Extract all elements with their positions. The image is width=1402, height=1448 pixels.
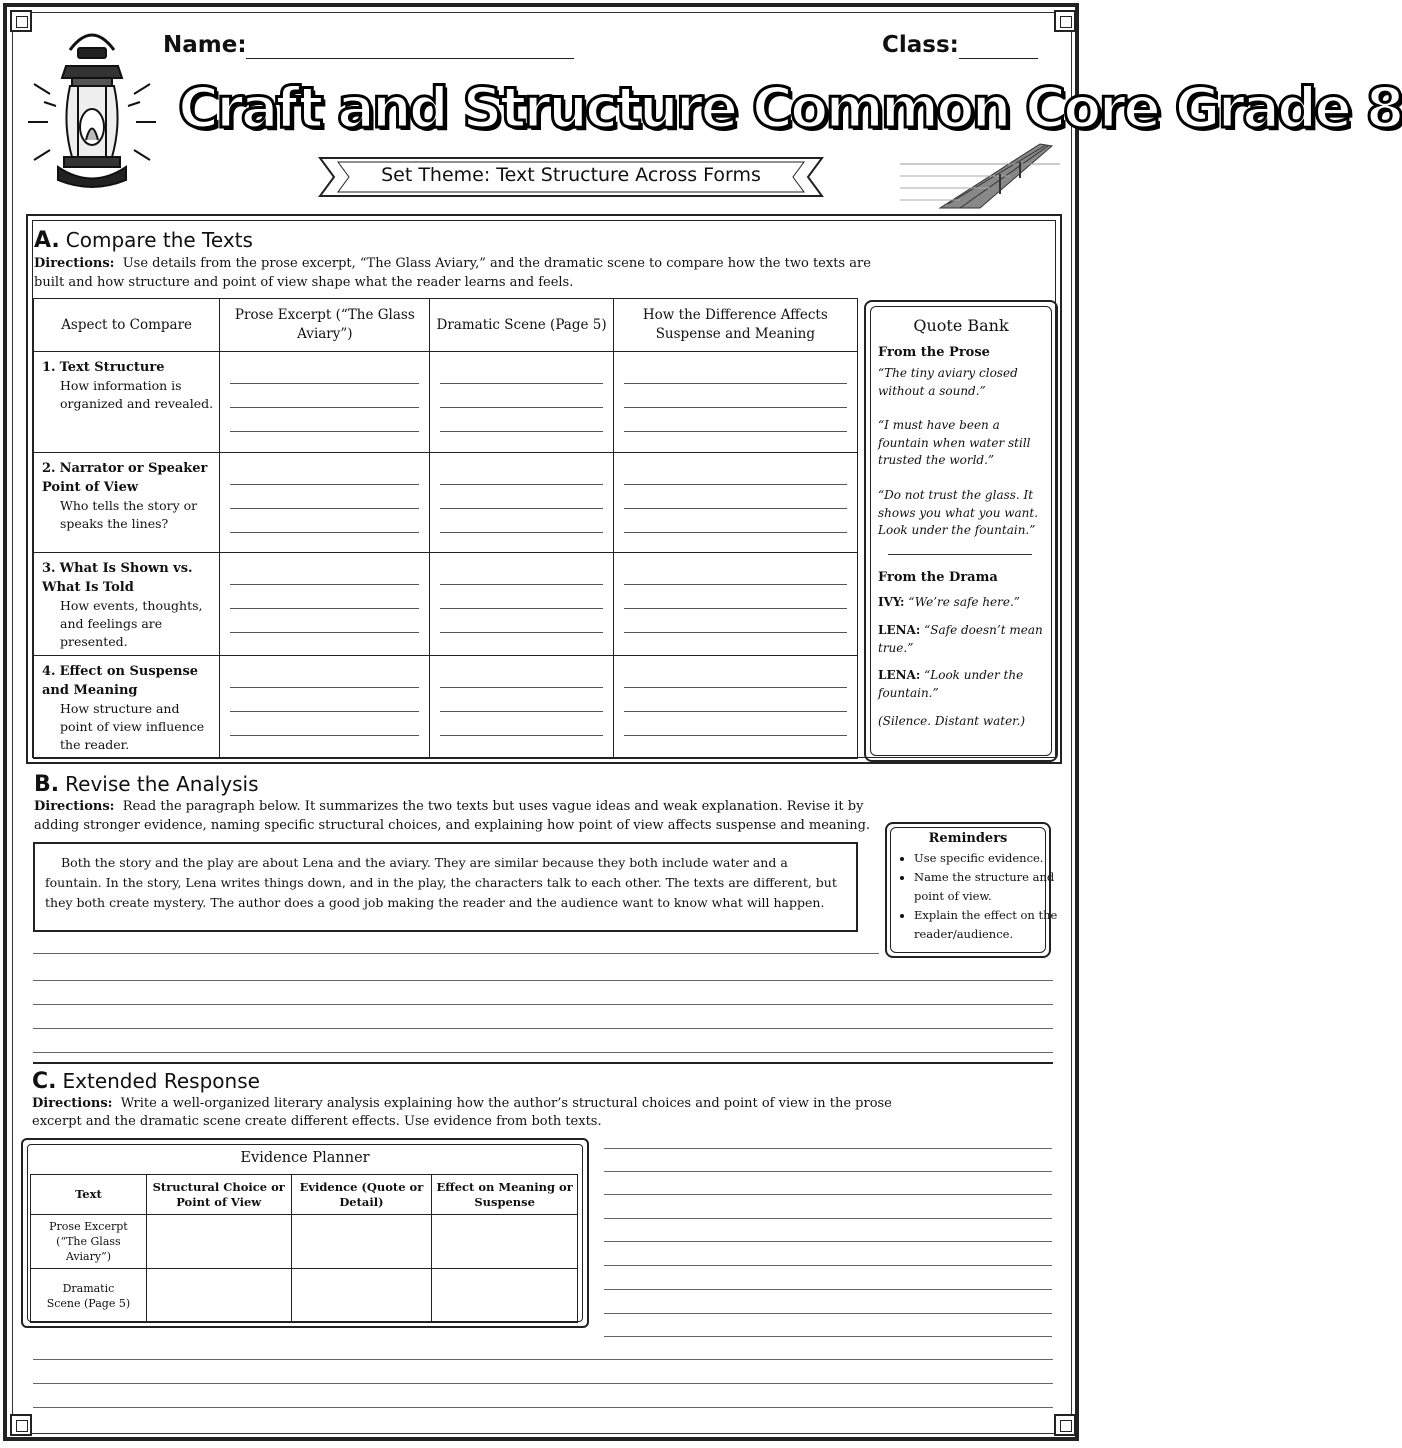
- table-row: [31, 1215, 578, 1269]
- theme-text: Set Theme: Text Structure Across Forms: [381, 164, 761, 186]
- answer-cell[interactable]: [430, 656, 613, 759]
- section-a-directions: Directions: Use details from the prose excerpt, “The Glass Aviary,” and the dramatic scene to compare how the two texts are built and how structure and point of view shape what the reader learns and feels.: [34, 256, 871, 290]
- worksheet-title: Craft and Structure Common Core Grade 8: [178, 76, 1402, 141]
- answer-cell[interactable]: [430, 453, 613, 553]
- answer-cell[interactable]: [220, 553, 430, 656]
- writing-line[interactable]: [33, 1004, 1053, 1005]
- writing-line[interactable]: [33, 1383, 1053, 1384]
- section-b-heading: B. Revise the Analysis: [34, 772, 259, 797]
- column-header: Effect on Meaning or Suspense: [432, 1175, 578, 1215]
- prose-quote: “The tiny aviary closed without a sound.”: [878, 366, 1018, 398]
- section-c-heading: C. Extended Response: [32, 1069, 260, 1094]
- drama-heading: From the Drama: [878, 570, 998, 585]
- planner-row-label: Prose Excerpt (“The Glass Aviary”): [31, 1215, 147, 1269]
- planner-title: Evidence Planner: [240, 1150, 370, 1166]
- drama-line: IVY: “We’re safe here.”: [878, 595, 1020, 609]
- writing-line[interactable]: [604, 1218, 1052, 1219]
- column-header: Prose Excerpt (“The Glass Aviary”): [220, 299, 430, 352]
- writing-line[interactable]: [604, 1148, 1052, 1149]
- writing-line[interactable]: [604, 1171, 1052, 1172]
- answer-cell[interactable]: [430, 553, 613, 656]
- planner-cell[interactable]: [432, 1269, 578, 1323]
- drama-line: LENA: “Look under the fountain.”: [878, 668, 1024, 700]
- answer-cell[interactable]: [613, 453, 857, 553]
- section-a-heading: A. Compare the Texts: [34, 228, 253, 253]
- writing-line[interactable]: [604, 1194, 1052, 1195]
- planner-cell[interactable]: [146, 1215, 291, 1269]
- answer-cell[interactable]: [613, 656, 857, 759]
- column-header: Text: [31, 1175, 147, 1215]
- drama-line: LENA: “Safe doesn’t mean true.”: [878, 623, 1043, 655]
- writing-line[interactable]: [33, 980, 1053, 981]
- planner-row-label: Dramatic Scene (Page 5): [31, 1269, 147, 1323]
- planner-cell[interactable]: [291, 1215, 432, 1269]
- reminder-item: • Use specific evidence.: [914, 849, 1080, 868]
- table-row: [34, 453, 858, 553]
- answer-cell[interactable]: [220, 656, 430, 759]
- column-header: Dramatic Scene (Page 5): [430, 299, 613, 352]
- planner-cell[interactable]: [432, 1215, 578, 1269]
- writing-line[interactable]: [604, 1336, 1052, 1337]
- writing-line[interactable]: [33, 1359, 1053, 1360]
- aspect-cell: 2. Narrator or Speaker Point of View Who tells the story or speaks the lines?: [34, 453, 220, 553]
- aspect-cell: 1. Text Structure How information is organized and revealed.: [34, 352, 220, 453]
- answer-cell[interactable]: [613, 553, 857, 656]
- table-row: [31, 1269, 578, 1323]
- column-header: Structural Choice or Point of View: [146, 1175, 291, 1215]
- section-c-directions: Directions: Write a well-organized literary analysis explaining how the author’s structural choices and point of view in the prose excerpt and the dramatic scene create different effects. Use evidence from both texts.: [32, 1096, 892, 1129]
- corner-ornament-bottom-right: [1054, 1414, 1076, 1436]
- class-field[interactable]: [959, 58, 1038, 59]
- table-row: [34, 656, 858, 759]
- answer-cell[interactable]: [220, 453, 430, 553]
- planner-cell[interactable]: [291, 1269, 432, 1323]
- class-label: Class:: [882, 32, 959, 58]
- compare-table: [33, 298, 858, 759]
- writing-line[interactable]: [604, 1241, 1052, 1242]
- column-header: How the Difference Affects Suspense and Meaning: [613, 299, 857, 352]
- aspect-cell: 3. What Is Shown vs. What Is Told How events, thoughts, and feelings are presented.: [34, 553, 220, 656]
- reminder-item: • Explain the effect on the reader/audience.: [914, 906, 1080, 944]
- section-b-directions: Directions: Read the paragraph below. It summarizes the two texts but uses vague ideas and weak explanation. Revise it by adding stronger evidence, naming specific structural choices, and explaining how point of view affects suspense and meaning.: [34, 799, 871, 833]
- lantern-icon: [22, 22, 162, 197]
- name-field[interactable]: [246, 58, 574, 59]
- divider: [888, 554, 1032, 555]
- corner-ornament-bottom-left: [10, 1414, 32, 1436]
- reminders-list: [882, 849, 1080, 944]
- reminders-title: Reminders: [928, 831, 1008, 846]
- reminder-item: • Name the structure and point of view.: [914, 868, 1080, 906]
- answer-cell[interactable]: [613, 352, 857, 453]
- evidence-planner-table: [30, 1174, 578, 1323]
- stage-direction: (Silence. Distant water.): [878, 714, 1026, 728]
- writing-line[interactable]: [33, 953, 879, 954]
- answer-cell[interactable]: [220, 352, 430, 453]
- table-row: [34, 553, 858, 656]
- sample-paragraph: Both the story and the play are about Lena and the aviary. They are similar because they both include water and a fountain. In the story, Lena writes things down, and in the play, the characters talk to each other. The texts are different, but they both create mystery. The author does a good job making the reader and the audience want to know what will happen.: [33, 842, 858, 932]
- writing-line[interactable]: [604, 1265, 1052, 1266]
- name-label: Name:: [163, 32, 247, 58]
- planner-cell[interactable]: [146, 1269, 291, 1323]
- prose-quote: “I must have been a fountain when water still trusted the world.”: [878, 418, 1031, 467]
- writing-line[interactable]: [33, 1028, 1053, 1029]
- section-divider: [33, 1062, 1053, 1064]
- table-row: [34, 352, 858, 453]
- writing-line[interactable]: [33, 1052, 1053, 1053]
- quote-bank-title: Quote Bank: [913, 316, 1009, 335]
- writing-line[interactable]: [33, 1407, 1053, 1408]
- column-header: Aspect to Compare: [34, 299, 220, 352]
- corner-ornament-top-right: [1054, 10, 1076, 32]
- answer-cell[interactable]: [430, 352, 613, 453]
- pier-illustration: [900, 134, 1060, 208]
- column-header: Evidence (Quote or Detail): [291, 1175, 432, 1215]
- aspect-cell: 4. Effect on Suspense and Meaning How structure and point of view influence the reader.: [34, 656, 220, 759]
- writing-line[interactable]: [604, 1313, 1052, 1314]
- prose-quote: “Do not trust the glass. It shows you what you want. Look under the fountain.”: [878, 488, 1039, 537]
- writing-line[interactable]: [604, 1289, 1052, 1290]
- prose-heading: From the Prose: [878, 345, 990, 360]
